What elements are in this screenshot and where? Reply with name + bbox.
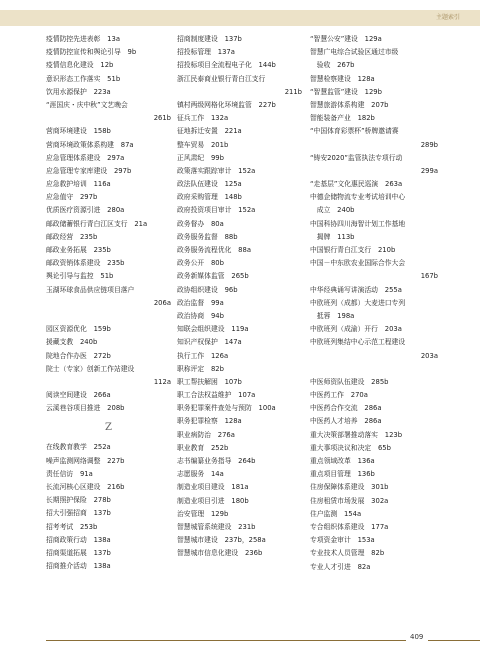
index-entry: 邮政经营 235b: [46, 232, 98, 241]
index-entry: 云溪巷谷项目推进 208b: [46, 404, 125, 413]
index-entry: 重大事项决议和决定 65b: [310, 443, 391, 452]
index-entry: 289b: [420, 140, 438, 149]
index-entry: 政务新媒体监管 265b: [177, 272, 249, 281]
index-entry: 政治协商 94b: [177, 311, 224, 320]
index-entry: 长期照护保险 278b: [46, 496, 111, 505]
index-entry: 职称评定 82b: [177, 364, 224, 373]
section-letter-heading: Z: [105, 422, 112, 434]
index-entry: 意识形态工作落实 51b: [46, 74, 121, 83]
index-spacer: [310, 363, 438, 376]
index-entry: 应急救护培训 116a: [46, 180, 111, 189]
index-entry: 中欧班列（成都）大麦进口专列: [310, 298, 406, 307]
index-entry: 在线教育教学 252a: [46, 443, 111, 452]
index-entry: 中德企储物流专业考试培训中心: [310, 193, 406, 202]
index-entry: 院地合作办医 272b: [46, 351, 111, 360]
index-entry: 中欧班列集结中心示范工程建设: [310, 338, 406, 347]
index-entry: 智慧城管系统建设 231b: [177, 522, 256, 531]
index-entry: 玉湖环球食品供应链项目落户: [46, 285, 135, 294]
index-entry: 专合组织体系建设 177a: [310, 522, 389, 531]
index-entry: 疫情信息化建设 12b: [46, 61, 114, 70]
index-entry: 211b: [284, 87, 302, 96]
index-entry: 噪声监测网络调整 227b: [46, 456, 125, 465]
index-entry: 揭牌 113b: [310, 232, 355, 241]
index-entry: 营商环境建设 158b: [46, 127, 111, 136]
index-entry: 招商渠道拓展 137b: [46, 548, 111, 557]
index-entry: 智慧城市信息化建设 236b: [177, 549, 263, 558]
index-entry: 中医药工作 270a: [310, 391, 368, 400]
index-entry: 299a: [420, 166, 438, 175]
index-entry: 中医师资队伍建设 285b: [310, 377, 389, 386]
index-entry: 成立 240b: [310, 206, 355, 215]
index-entry: 应急值守 297b: [46, 193, 98, 202]
index-entry: 203a: [420, 351, 438, 360]
header-band: [0, 10, 480, 26]
index-entry: 智慧旅游体系构建 207b: [310, 100, 389, 109]
index-entry: “中国体育彩票杯”桥牌邀请赛: [310, 127, 399, 136]
index-entry: 援藏支教 240b: [46, 338, 98, 347]
index-entry: 知识产权保护 147a: [177, 338, 242, 347]
index-column-1: [46, 33, 171, 573]
index-entry: 专业技术人员管理 82b: [310, 549, 385, 558]
index-entry: 制造业项目建设 181a: [177, 483, 249, 492]
index-entry: 职业病防治 276a: [177, 430, 235, 439]
index-entry: 知联会组织建设 119a: [177, 325, 249, 334]
index-entry: 征地拆迁安置 221a: [177, 127, 242, 136]
index-entry: 职业教育 252b: [177, 443, 229, 452]
index-entry: 责任信访 91a: [46, 469, 93, 478]
index-entry: 招考考试 253b: [46, 522, 98, 531]
index-entry: 政府投资项目审计 152a: [177, 206, 256, 215]
index-entry: 206a: [153, 298, 171, 307]
index-entry: 邮政业务拓展 235b: [46, 246, 111, 254]
index-entry: 智慧城市建设 237b，258a: [177, 536, 266, 545]
index-entry: “铸安2020”监管执法专项行动: [310, 153, 403, 162]
index-entry: 政务公开 80b: [177, 259, 224, 268]
index-entry: 专业人才引进 82a: [310, 562, 371, 571]
index-column-2: [177, 33, 302, 561]
index-entry: 中国－中东欧农业国际合作大会: [310, 259, 406, 268]
index-entry: 智慧检察建设 128a: [310, 74, 375, 83]
index-entry: 招商推介活动 138a: [46, 562, 111, 571]
footer-rule-left: [46, 640, 406, 641]
index-column-3: [310, 33, 438, 574]
index-entry: 政务服务监督 88b: [177, 232, 238, 241]
index-spacer: [46, 310, 171, 323]
index-entry: 镇村两级网格化环境监管 227b: [177, 100, 276, 109]
index-entry: 住房租赁市场发展 302a: [310, 496, 389, 505]
index-entry: 政法队伍建设 125a: [177, 180, 242, 189]
index-entry: 志愿服务 14a: [177, 470, 224, 479]
index-entry: 疫情防控先进表彰 13a: [46, 35, 120, 43]
index-entry: 专项资金审计 153a: [310, 536, 375, 545]
index-entry: 邮政资销体系建设 235b: [46, 259, 125, 268]
index-entry: “智慧公安”建设 129a: [310, 35, 382, 43]
index-entry: 重大决策部署推动落实 123b: [310, 430, 403, 439]
index-entry: 征兵工作 132a: [177, 114, 229, 123]
index-entry: 制造业项目引进 180b: [177, 496, 249, 505]
index-entry: 整车贸易 201b: [177, 140, 229, 149]
index-entry: 政协组织建设 96b: [177, 285, 238, 294]
index-entry: 政府采购管理 148b: [177, 193, 242, 202]
index-entry: 中华经典诵写讲演活动 255a: [310, 285, 402, 294]
index-entry: 智慧广电综合试验区通过市级: [310, 48, 399, 57]
index-entry: 政务服务流程优化 88a: [177, 246, 251, 254]
index-entry: 浙江民泰商业银行青白江支行: [177, 74, 266, 83]
index-entry: 营商环境政策体系构建 87a: [46, 140, 134, 149]
index-entry: 中欧班列（成渝）开行 203a: [310, 325, 402, 334]
index-entry: 正风肃纪 99b: [177, 153, 224, 162]
index-entry: 167b: [420, 272, 438, 281]
index-entry: 招商制度建设 137b: [177, 35, 242, 43]
index-entry: 疫情防控宣传和舆论引导 9b: [46, 48, 137, 57]
index-entry: 住户监测 154a: [310, 509, 362, 518]
index-entry: 舆论引导与监控 51b: [46, 272, 114, 281]
index-entry: 中医药合作交流 286a: [310, 404, 382, 413]
index-entry: 中医药人才培养 286a: [310, 417, 382, 426]
index-entry: 住房保障体系建设 301b: [310, 483, 389, 492]
index-entry: 长流河核心区建设 216b: [46, 483, 125, 491]
index-entry: 重点项目管理 136b: [310, 470, 375, 479]
index-entry: 中国银行青白江支行 210b: [310, 246, 396, 254]
index-entry: 饮用水源保护 223a: [46, 87, 111, 96]
index-entry: 智能装备产业 182b: [310, 114, 375, 123]
index-entry: 应急管理专家库建设 297b: [46, 166, 132, 175]
index-entry: 中国科协四川海智计划工作基地: [310, 219, 406, 228]
index-entry: 邮政储蓄银行青白江区支行 21a: [46, 219, 148, 228]
index-entry: 职务犯罪案件查处与预防 100a: [177, 404, 276, 413]
index-entry: 治安管理 129b: [177, 509, 229, 518]
index-entry: 招商政策行动 138a: [46, 535, 111, 544]
footer-rule-right: [428, 640, 480, 641]
index-entry: 政策落实跟踪审计 152a: [177, 166, 256, 175]
index-entry: “涯国庆・庆中秋”文艺晚会: [46, 100, 128, 109]
index-entry: 职工帮扶解困 107b: [177, 377, 242, 386]
running-header-title: 主题索引: [435, 14, 460, 21]
index-entry: 261b: [153, 114, 171, 123]
index-entry: 政治监督 99a: [177, 298, 224, 307]
index-entry: 阅读空间建设 266a: [46, 391, 111, 400]
index-entry: 招投标管理 137a: [177, 48, 235, 57]
index-entry: “走基层”文化惠民巡演 263a: [310, 180, 403, 189]
index-entry: 执行工作 126a: [177, 351, 229, 360]
index-entry: 优质医疗资源引进 280a: [46, 206, 125, 215]
index-entry: 抵蓉 198a: [310, 311, 355, 320]
index-entry: 职工合法权益维护 107a: [177, 391, 256, 400]
index-entry: 职务犯罪检察 128a: [177, 417, 242, 426]
index-entry: 应急管理体系建设 297a: [46, 153, 125, 162]
index-entry: 招大引强招商 137b: [46, 509, 111, 518]
index-entry: “智慧监管”建设 129b: [310, 87, 382, 96]
index-entry: 重点领域改革 136a: [310, 457, 375, 465]
index-entry: 志书编纂业务指导 264b: [177, 457, 256, 465]
index-entry: 112a: [153, 377, 171, 386]
page-number: 409: [410, 633, 424, 641]
index-entry: 招投标项目全流程电子化 144b: [177, 61, 276, 70]
index-entry: 验收 267b: [310, 61, 355, 70]
index-entry: 园区资源优化 159b: [46, 325, 111, 334]
index-entry: 院士（专家）创新工作站建设: [46, 364, 135, 373]
index-entry: 政务督办 80a: [177, 219, 224, 228]
